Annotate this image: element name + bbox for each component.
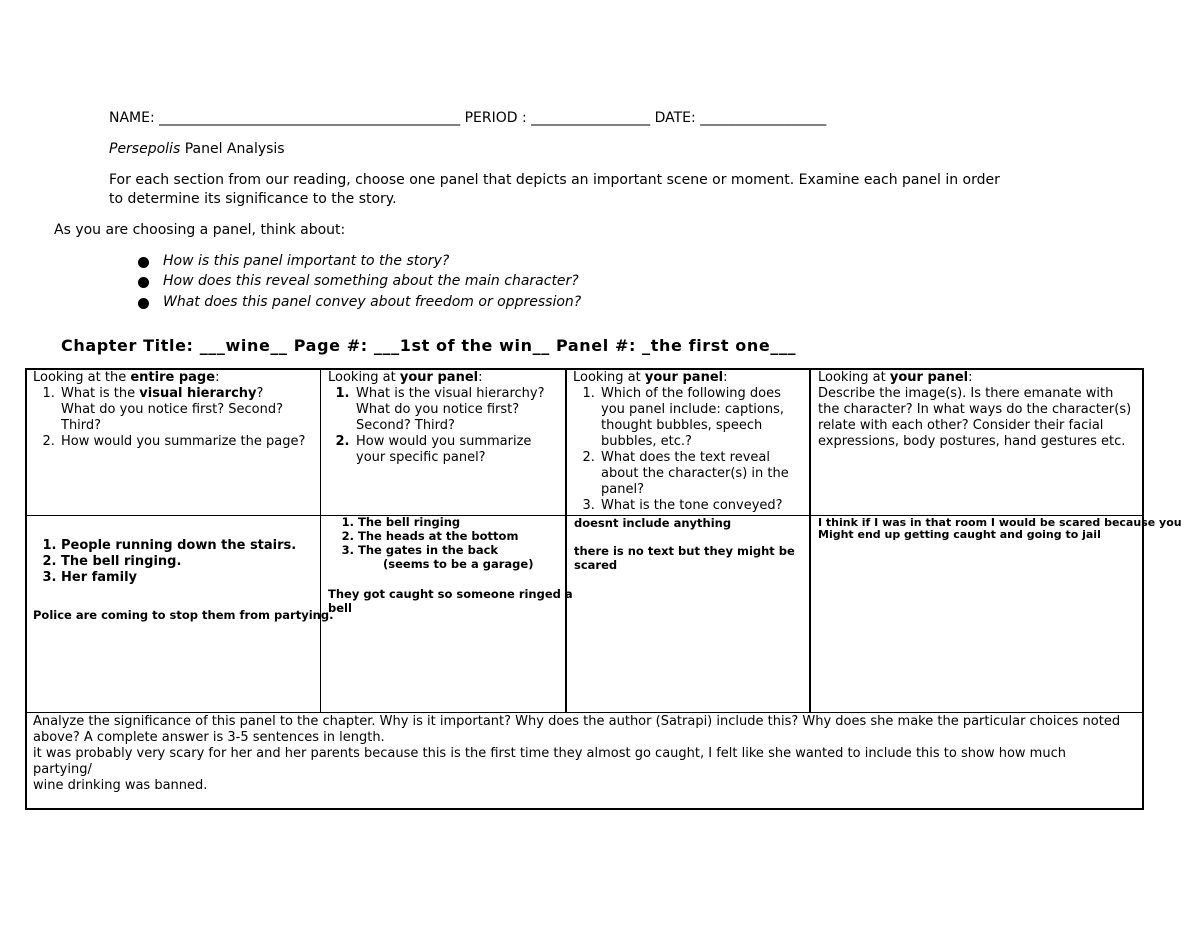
col3-prompt [573,370,805,514]
intro-line-2: to determine its significance to the story. [109,191,397,207]
question-1: How is this panel important to the story? [163,253,450,269]
col4-answer-2[interactable]: Might end up getting caught and going to jail [818,528,1101,541]
chapter-info-line: Chapter Title: ___wine__ Page #: ___1st of the win__ Panel #: _the first one___ [61,336,797,355]
title-rest: Panel Analysis [180,141,285,157]
row-divider [25,712,1144,713]
name-period-date-line: NAME: ___________________________________________ PERIOD : _________________ DATE: __________________ [109,110,827,126]
col1-answer-list [33,538,296,586]
answer-item[interactable]: 3. The gates in the back [358,543,533,557]
col1-prompt [33,370,315,450]
analysis-prompt-2: above? A complete answer is 3-5 sentences in length. [33,730,385,745]
col2-lead: Looking at your panel: [328,370,483,385]
col1-answer-note[interactable]: Police are coming to stop them from partying. [33,608,334,622]
col3-q1: 1. Which of the following does you panel include: captions, thought bubbles, speech bubbles, etc.? [599,386,805,450]
col1-q2: 2. How would you summarize the page? [59,434,315,450]
column-divider [809,369,811,713]
col4-text: Describe the image(s). Is there emanate with the character? In what ways do the character(s) relate with each other? Consider their facial expressions, body postures, hand gestures etc. [818,386,1132,449]
col3-lead: Looking at your panel: [573,370,728,385]
answer-item-continued[interactable]: (seems to be a garage) [383,557,534,571]
intro-line-1: For each section from our reading, choose one panel that depicts an important scene or moment. Examine each panel in order [109,172,1000,188]
worksheet-title [109,141,285,157]
col1-q1: 1. What is the visual hierarchy? What do you notice first? Second? Third? [59,386,315,434]
col3-answer-1[interactable]: doesnt include anything [574,516,732,530]
think-about-label: As you are choosing a panel, think about: [54,222,346,238]
answer-item[interactable]: 2. The heads at the bottom [358,529,533,543]
analysis-answer-1[interactable]: it was probably very scary for her and her parents because this is the first time they almost go caught, I felt like she wanted to include this to show how much [33,746,1066,761]
answer-item[interactable]: 2. The bell ringing. [61,554,296,570]
col2-answer-note-cont[interactable]: bell [328,601,352,615]
col3-answer-3[interactable]: scared [574,558,618,572]
col2-prompt [328,370,560,466]
answer-item[interactable]: 3. Her family [61,570,296,586]
bullet-icon [138,257,149,268]
col4-prompt [818,370,1136,450]
col2-q1: 1. What is the visual hierarchy? What do you notice first? Second? Third? [354,386,560,434]
col4-answer-1[interactable]: I think if I was in that room I would be scared because you [818,516,1182,529]
analysis-prompt-1: Analyze the significance of this panel to the chapter. Why is it important? Why does the author (Satrapi) include this? Why does she make the particular choices noted [33,714,1121,729]
question-2: How does this reveal something about the main character? [163,273,579,289]
column-divider [320,369,321,713]
question-3: What does this panel convey about freedom or oppression? [163,294,582,310]
column-divider [565,369,567,713]
analysis-answer-2[interactable]: partying/ [33,762,92,777]
col3-q2: 2. What does the text reveal about the character(s) in the panel? [599,450,805,498]
col3-q3: 3. What is the tone conveyed? [599,498,805,514]
analysis-answer-3[interactable]: wine drinking was banned. [33,778,208,793]
col3-answer-2[interactable]: there is no text but they might be [574,544,795,558]
col4-lead: Looking at your panel: [818,370,973,385]
title-book: Persepolis [109,141,181,157]
answer-item[interactable]: 1. The bell ringing [358,515,533,529]
bullet-icon [138,277,149,288]
col2-answer-note[interactable]: They got caught so someone ringed a [328,587,573,601]
col2-answer-list [328,515,533,571]
bullet-icon [138,298,149,309]
answer-item[interactable]: 1. People running down the stairs. [61,538,296,554]
col1-lead: Looking at the entire page: [33,370,220,385]
col2-q2: 2. How would you summarize your specific panel? [354,434,560,466]
